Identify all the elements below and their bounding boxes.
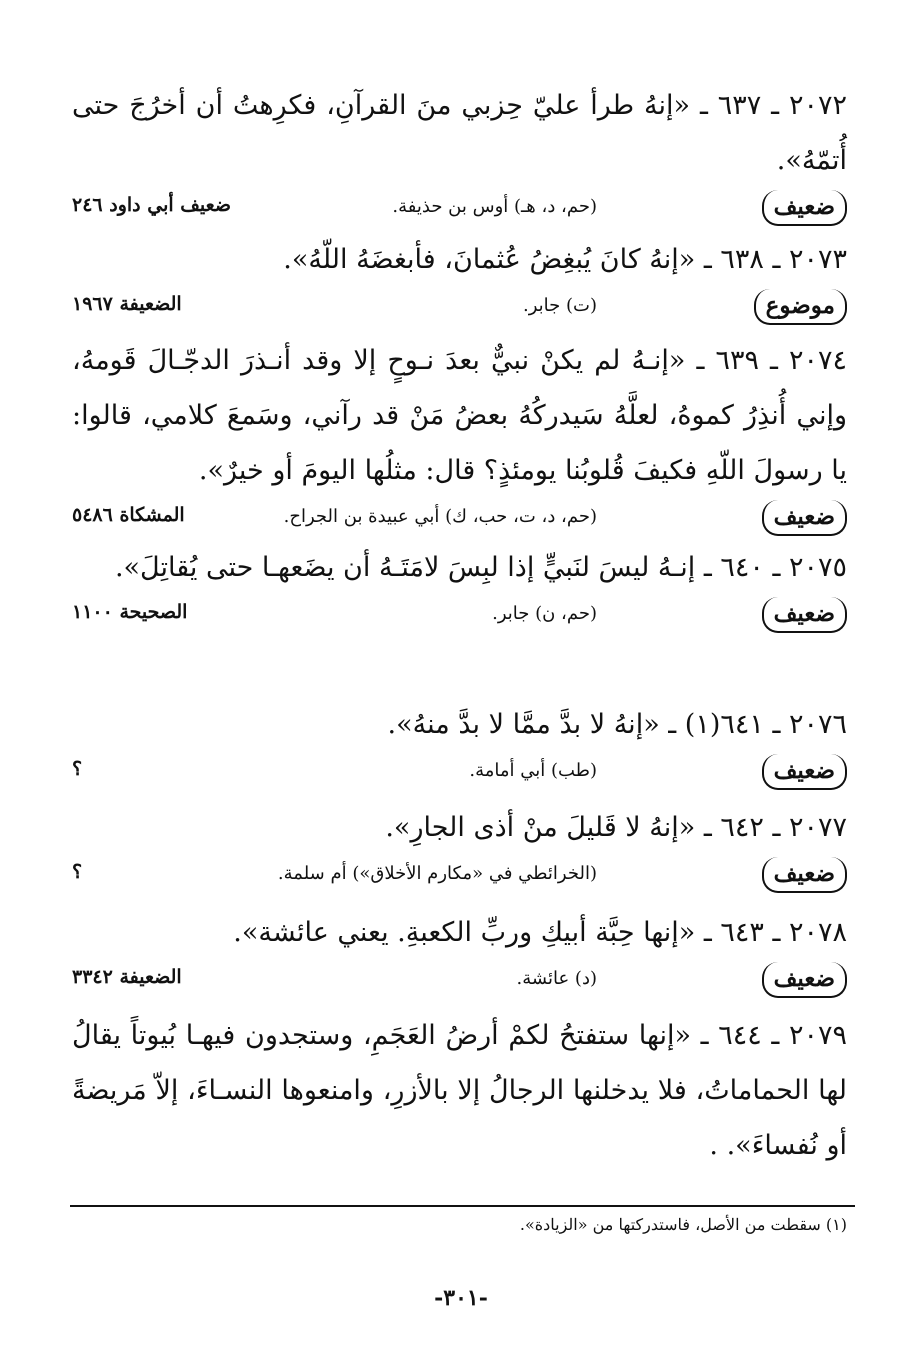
entry-meta	[72, 962, 847, 1006]
source-citation: (طب) أبي أمامة.	[469, 760, 597, 781]
hadith-text: ٢٠٧٧ ـ ٦٤٢ ـ «إنهُ لا قَليلَ منْ أذى الجارِ».	[385, 812, 847, 843]
source-citation: (الخرائطي في «مكارم الأخلاق») أم سلمة.	[277, 863, 597, 884]
hadith-entry	[72, 78, 847, 234]
hadith-entry	[72, 232, 847, 333]
hadith-text: ٢٠٧٢ ـ ٦٣٧ ـ «إنهُ طرأ عليّ حِزبي منَ القرآنِ، فكرِهتُ أن أخرُجَ حتى أُتمّهُ».	[72, 90, 847, 176]
hadith-text: ٢٠٧٨ ـ ٦٤٣ ـ «إنها حِبَّة أبيكِ وربِّ الكعبةِ. يعني عائشة».	[233, 917, 847, 948]
entry-meta	[72, 500, 847, 544]
reference: ؟	[72, 758, 83, 780]
source-citation: (حم، د، هـ) أوس بن حذيفة.	[392, 196, 597, 217]
hadith-entry	[72, 697, 847, 798]
footnote: (١) سقطت من الأصل، فاستدركتها من «الزيادة».	[519, 1215, 847, 1234]
hadith-text: ٢٠٧٩ ـ ٦٤٤ ـ «إنها ستفتحُ لكمْ أرضُ العَجَمِ، وستجدون فيهـا بُيوتاً يقالُ لها الحماماتُ، فلا يدخلنها الرجالُ إلا بالأزرِ، وامنعوها النسـاءَ، إلاّ مَريضةً أو نُفساءَ». .	[72, 1020, 847, 1161]
footnote-divider	[70, 1205, 855, 1207]
hadith-entry	[72, 333, 847, 544]
grade-label: ضعيف	[762, 597, 847, 633]
grade-label: ضعيف	[762, 857, 847, 893]
entry-meta	[72, 857, 847, 901]
hadith-entry	[72, 540, 847, 641]
hadith-entry	[72, 1008, 847, 1173]
hadith-text: ٢٠٧٥ ـ ٦٤٠ ـ إنـهُ ليسَ لنَبيٍّ إذا لبِسَ لامَتَـهُ أن يضَعهـا حتى يُقاتِلَ».	[114, 552, 847, 583]
source-citation: (ت) جابر.	[523, 295, 597, 316]
reference: ضعيف أبي داود ٢٤٦	[72, 194, 231, 216]
hadith-entry	[72, 800, 847, 901]
reference: ؟	[72, 861, 83, 883]
page-number: -٣٠١-	[434, 1285, 488, 1311]
entry-meta	[72, 754, 847, 798]
grade-label: ضعيف	[762, 190, 847, 226]
reference: الضعيفة ٣٣٤٢	[72, 966, 182, 988]
hadith-text: ٢٠٧٦ ـ ٦٤١(١) ـ «إنهُ لا بدَّ ممَّا لا بدَّ منهُ».	[387, 709, 847, 740]
grade-label: ضعيف	[762, 500, 847, 536]
entry-meta	[72, 190, 847, 234]
hadith-entry	[72, 905, 847, 1006]
hadith-text: ٢٠٧٣ ـ ٦٣٨ ـ «إنهُ كانَ يُبغِضُ عُثمانَ، فأبغضَهُ اللّهُ».	[283, 244, 847, 275]
reference: الصحيحة ١١٠٠	[72, 601, 188, 623]
grade-label: ضعيف	[762, 962, 847, 998]
grade-label: ضعيف	[762, 754, 847, 790]
reference: المشكاة ٥٤٨٦	[72, 504, 185, 526]
hadith-text: ٢٠٧٤ ـ ٦٣٩ ـ «إنـهُ لم يكنْ نبيٌّ بعدَ نـوحٍ إلا وقد أنـذرَ الدجّـالَ قَومهُ، وإني أُنذِرُ كموهُ، لعلَّهُ سَيدركُهُ بعضُ مَنْ قد رآني، وسَمعَ كلامي، قالوا: يا رسولَ اللّهِ فكيفَ قُلوبُنا يومئذٍ؟ قال: مثلُها اليومَ أو خيرٌ».	[72, 345, 848, 486]
reference: الضعيفة ١٩٦٧	[72, 293, 182, 315]
source-citation: (حم، د، ت، حب، ك) أبي عبيدة بن الجراح.	[283, 506, 597, 527]
entry-meta	[72, 289, 847, 333]
entry-meta	[72, 597, 847, 641]
grade-label: موضوع	[754, 289, 847, 325]
source-citation: (حم، ن) جابر.	[492, 603, 597, 624]
source-citation: (د) عائشة.	[516, 968, 597, 989]
